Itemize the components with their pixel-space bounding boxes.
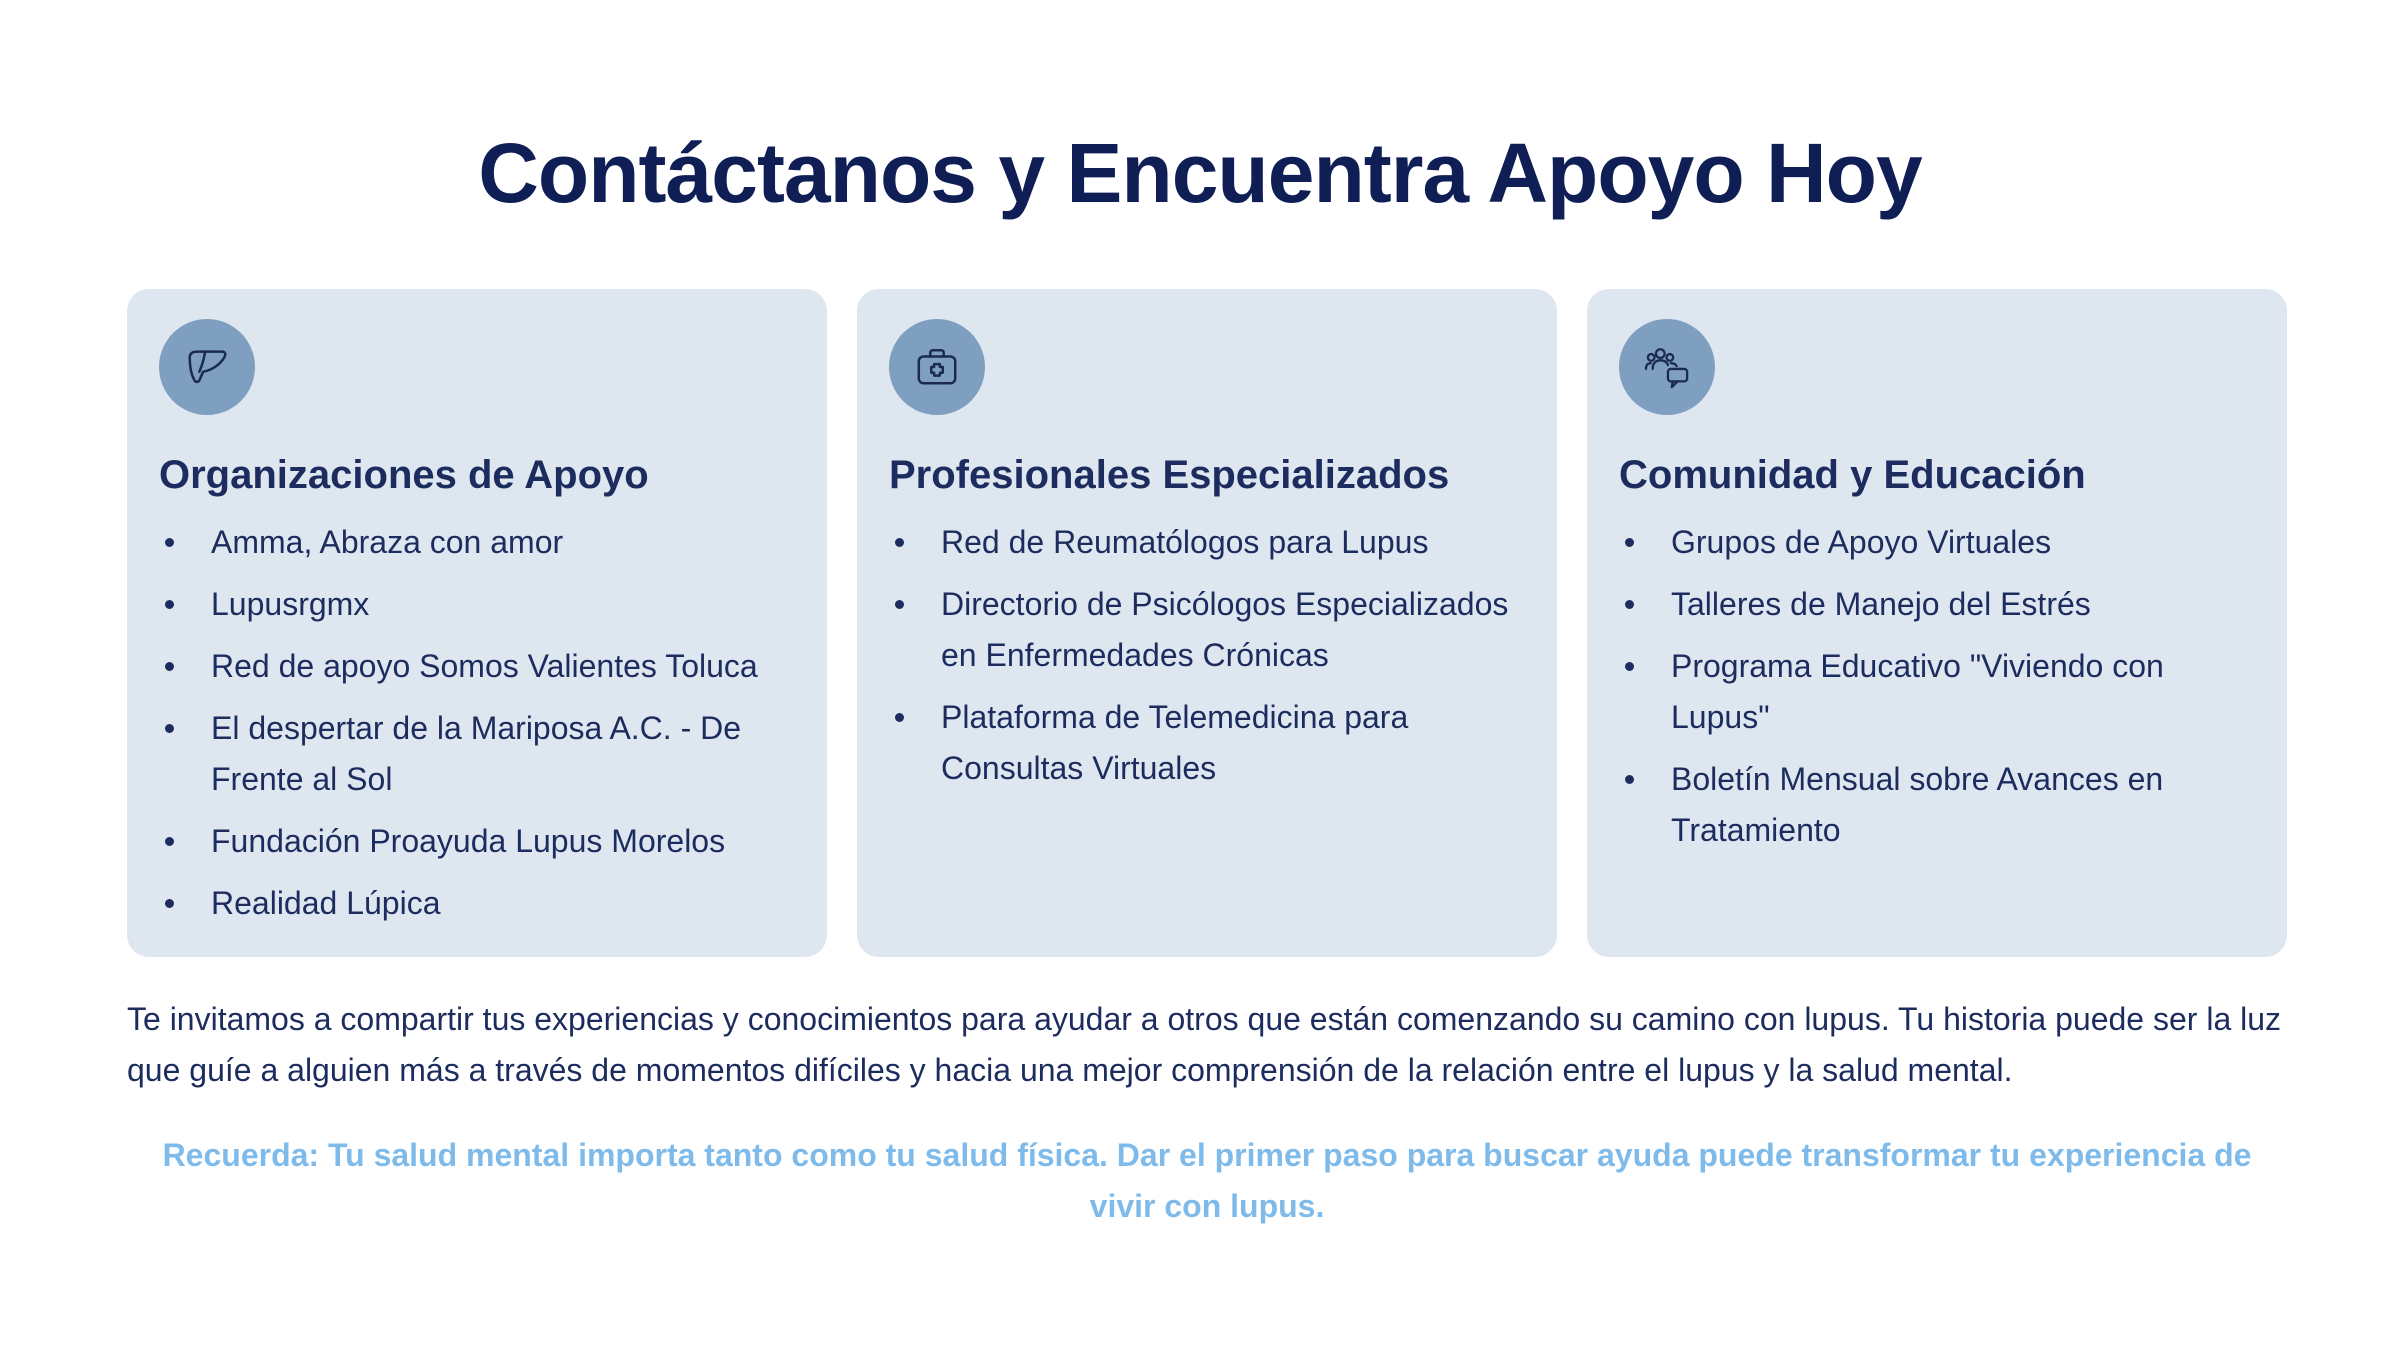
list-item: Programa Educativo "Viviendo con Lupus" — [1619, 641, 2255, 743]
page-title: Contáctanos y Encuentra Apoyo Hoy — [478, 126, 1922, 220]
community-list — [1619, 517, 2255, 856]
list-item: Talleres de Manejo del Estrés — [1619, 579, 2255, 630]
card-specialized-professionals — [857, 289, 1557, 957]
medical-kit-icon — [889, 319, 985, 415]
card-title: Organizaciones de Apoyo — [159, 453, 649, 497]
card-community-education — [1587, 289, 2287, 957]
list-item: El despertar de la Mariposa A.C. - De Frente al Sol — [159, 703, 795, 805]
list-item: Red de Reumatólogos para Lupus — [889, 517, 1525, 568]
organization-list — [159, 517, 795, 929]
card-title: Profesionales Especializados — [889, 453, 1450, 497]
card-support-organizations — [127, 289, 827, 957]
list-item: Red de apoyo Somos Valientes Toluca — [159, 641, 795, 692]
list-item: Realidad Lúpica — [159, 878, 795, 929]
cards-row — [127, 289, 2287, 957]
reminder-callout: Recuerda: Tu salud mental importa tanto como tu salud física. Dar el primer paso para buscar ayuda puede transformar tu experiencia de vivir con lupus. — [162, 1137, 2252, 1224]
list-item: Boletín Mensual sobre Avances en Tratamiento — [1619, 754, 2255, 856]
list-item: Fundación Proayuda Lupus Morelos — [159, 816, 795, 867]
list-item: Lupusrgmx — [159, 579, 795, 630]
invitation-paragraph: Te invitamos a compartir tus experiencias y conocimientos para ayudar a otros que están comenzando su camino con lupus. Tu historia puede ser la luz que guíe a alguien más a través de momentos difíciles y hacia una mejor comprensión de la relación entre el lupus y la salud mental. — [127, 1001, 2282, 1088]
community-chat-icon — [1619, 319, 1715, 415]
list-item: Plataforma de Telemedicina para Consultas Virtuales — [889, 692, 1525, 794]
professionals-list — [889, 517, 1525, 794]
list-item: Directorio de Psicólogos Especializados en Enfermedades Crónicas — [889, 579, 1525, 681]
list-item: Grupos de Apoyo Virtuales — [1619, 517, 2255, 568]
liver-icon — [159, 319, 255, 415]
list-item: Amma, Abraza con amor — [159, 517, 795, 568]
card-title: Comunidad y Educación — [1619, 453, 2086, 497]
